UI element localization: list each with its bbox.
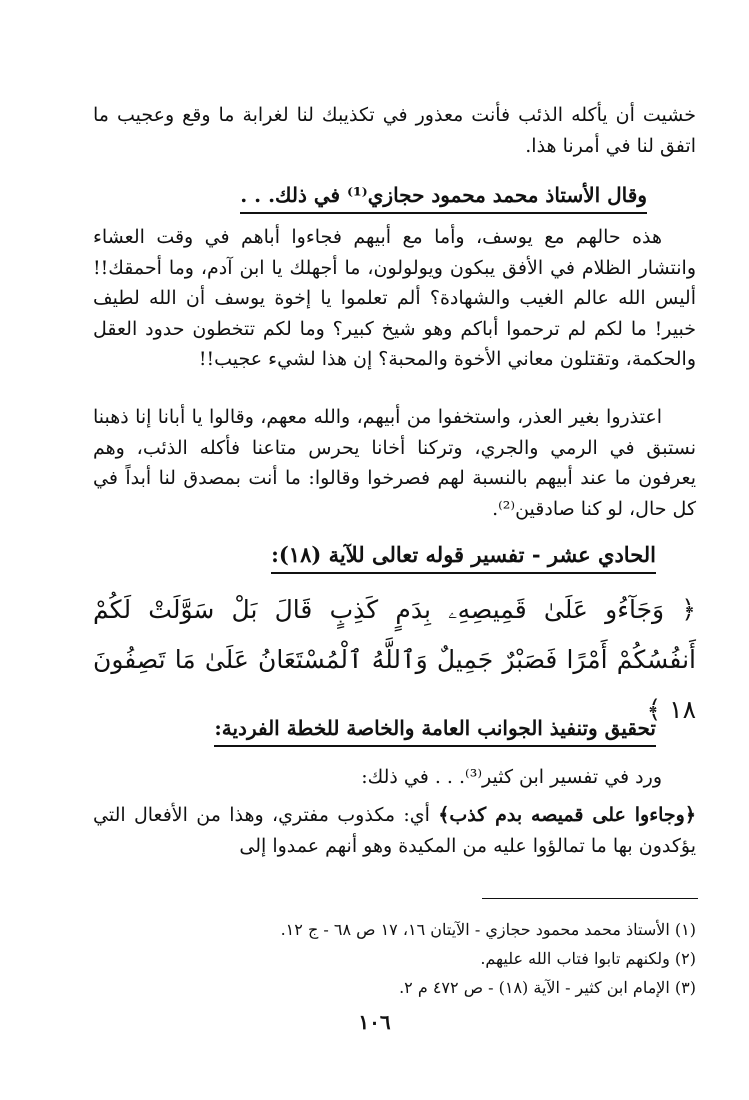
paragraph-intro (93, 100, 696, 161)
section-heading-hijazi: وقال الأستاذ محمد محمود حجازي⁽¹⁾ في ذلك. . . (240, 180, 647, 214)
paragraph-text: اعتذروا بغير العذر، واستخفوا من أبيهم، والله معهم، وقالوا يا أبانا إنا ذهبنا نستبق في الرمي والجري، وتركنا أخانا يحرس متاعنا فأكله الذئب، وهم يعرفون ما عند أبيهم بالنسبة لهم فصرخوا وقالوا: ما أنت بمصدق لنا أبداً في كل حال، لو كنا صادقين⁽²⁾. (93, 406, 696, 520)
paragraph-hijazi-commentary (93, 222, 696, 375)
paragraph-excuse (93, 402, 696, 524)
section-heading-eleventh: الحادي عشر - تفسير قوله تعالى للآية (١٨): (271, 540, 656, 574)
paragraph-text: هذه حالهم مع يوسف، وأما مع أبيهم فجاءوا أباهم في وقت العشاء وانتشار الظلام في الأفق يبكون ويولولون، ما أجهلك يا ابن آدم، وما أحمقك!! أليس الله عالم الغيب والشهادة؟ ألم تعلموا يا إخوة يوسف أن الله لطيف خبير! ما لكم لم ترحموا أباكم وهو شيخ كبير؟ وما لكم تتخطون حدود العقل والحكمة، وتقتلون معاني الأخوة والمحبة؟ إن هذا لشيء عجيب!! (93, 226, 696, 370)
footnote-3: (٣) الإمام ابن كثير - الآية (١٨) - ص ٤٧٢ م ٢. (399, 978, 696, 997)
paragraph-text: خشيت أن يأكله الذئب فأنت معذور في تكذيبك لنا لغرابة ما وقع وعجيب ما اتفق لنا في أمرنا هذا. (93, 104, 696, 157)
paragraph-text (93, 800, 696, 861)
paragraph-text: ورد في تفسير ابن كثير⁽³⁾. . . في ذلك: (361, 766, 662, 788)
footnotes (93, 915, 696, 1002)
tafsir-text: أي: مكذوب مفتري، وهذا من الأفعال التي يؤكدون بها ما تمالؤوا عليه من المكيدة وهو أنهم عمدوا إلى (93, 804, 696, 857)
section-heading-plan: تحقيق وتنفيذ الجوانب العامة والخاصة للخطة الفردية: (214, 713, 656, 747)
footnote-2: (٢) ولكنهم تابوا فتاب الله عليهم. (480, 949, 696, 968)
verse-quote: ﴿وجاءوا على قميصه بدم كذب﴾ (438, 804, 696, 826)
page-number: ١٠٦ (358, 1010, 391, 1034)
quran-verse: ﴿ وَجَآءُو عَلَىٰ قَمِيصِهِۦ بِدَمٍ كَذِبٍ قَالَ بَلْ سَوَّلَتْ لَكُمْ أَنفُسُكُمْ أَمْرًا فَصَبْرٌ جَمِيلٌ وَٱللَّهُ ٱلْمُسْتَعَانُ عَلَىٰ مَا تَصِفُونَ ١٨ ﴾ (93, 595, 696, 724)
paragraph-ibn-kathir-tafsir (93, 800, 696, 861)
footnote-1: (١) الأستاذ محمد محمود حجازي - الآيتان ١٦، ١٧ ص ٦٨ - ج ١٢. (280, 920, 696, 939)
footnote-divider (482, 898, 698, 899)
paragraph-ibn-kathir-intro (93, 762, 696, 793)
